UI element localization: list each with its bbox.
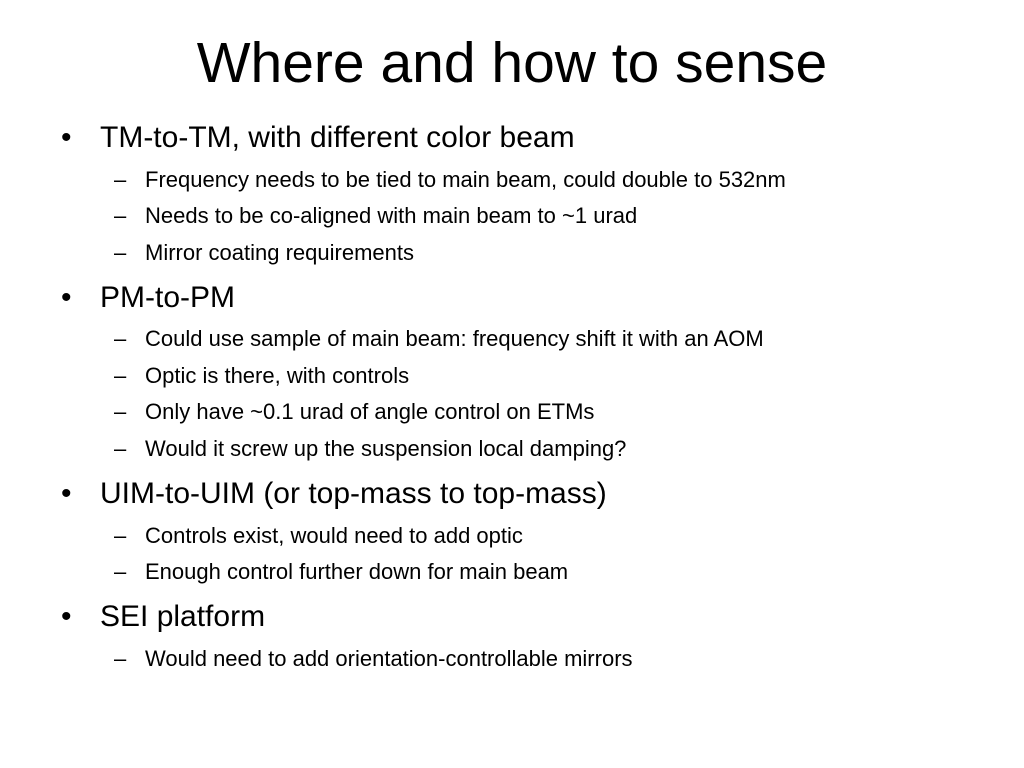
- sub-bullet-item: [114, 202, 638, 230]
- sub-bullet-text: Needs to be co-aligned with main beam to ~1 urad: [145, 203, 638, 228]
- sub-bullet-item: [114, 166, 786, 194]
- sub-bullet-item: [114, 239, 414, 267]
- sub-bullet-text: Could use sample of main beam: frequency shift it with an AOM: [145, 326, 764, 351]
- bullet-glyph: •: [61, 121, 72, 154]
- bullet-glyph: •: [61, 477, 72, 510]
- dash-glyph: –: [114, 646, 127, 671]
- sub-bullet-text: Optic is there, with controls: [145, 363, 410, 388]
- sub-bullet-item: [114, 362, 410, 390]
- bullet-glyph: •: [61, 281, 72, 314]
- dash-glyph: –: [114, 523, 127, 548]
- dash-glyph: –: [114, 436, 127, 461]
- bullet-item: [61, 599, 266, 635]
- slide-title: Where and how to sense: [196, 31, 828, 95]
- sub-bullet-item: [114, 435, 627, 463]
- bullet-text: SEI platform: [100, 600, 266, 633]
- dash-glyph: –: [114, 363, 127, 388]
- sub-bullet-item: [114, 645, 633, 673]
- bullet-item: [61, 120, 575, 156]
- sub-bullet-item: [114, 558, 569, 586]
- dash-glyph: –: [114, 326, 127, 351]
- sub-bullet-item: [114, 522, 523, 550]
- dash-glyph: –: [114, 167, 127, 192]
- sub-bullet-text: Mirror coating requirements: [145, 240, 414, 265]
- bullet-item: [61, 476, 607, 512]
- bullet-text: UIM-to-UIM (or top-mass to top-mass): [100, 477, 607, 510]
- sub-bullet-text: Would need to add orientation-controllable mirrors: [145, 646, 633, 671]
- bullet-text: TM-to-TM, with different color beam: [100, 121, 575, 154]
- dash-glyph: –: [114, 203, 127, 228]
- sub-bullet-text: Would it screw up the suspension local damping?: [145, 436, 627, 461]
- bullet-text: PM-to-PM: [100, 281, 235, 314]
- sub-bullet-text: Only have ~0.1 urad of angle control on ETMs: [145, 399, 595, 424]
- dash-glyph: –: [114, 399, 127, 424]
- bullet-glyph: •: [61, 600, 72, 633]
- sub-bullet-item: [114, 398, 595, 426]
- sub-bullet-text: Controls exist, would need to add optic: [145, 523, 523, 548]
- sub-bullet-item: [114, 325, 764, 353]
- sub-bullet-text: Enough control further down for main beam: [145, 559, 569, 584]
- bullet-item: [61, 280, 235, 316]
- sub-bullet-text: Frequency needs to be tied to main beam, could double to 532nm: [145, 167, 786, 192]
- dash-glyph: –: [114, 559, 127, 584]
- dash-glyph: –: [114, 240, 127, 265]
